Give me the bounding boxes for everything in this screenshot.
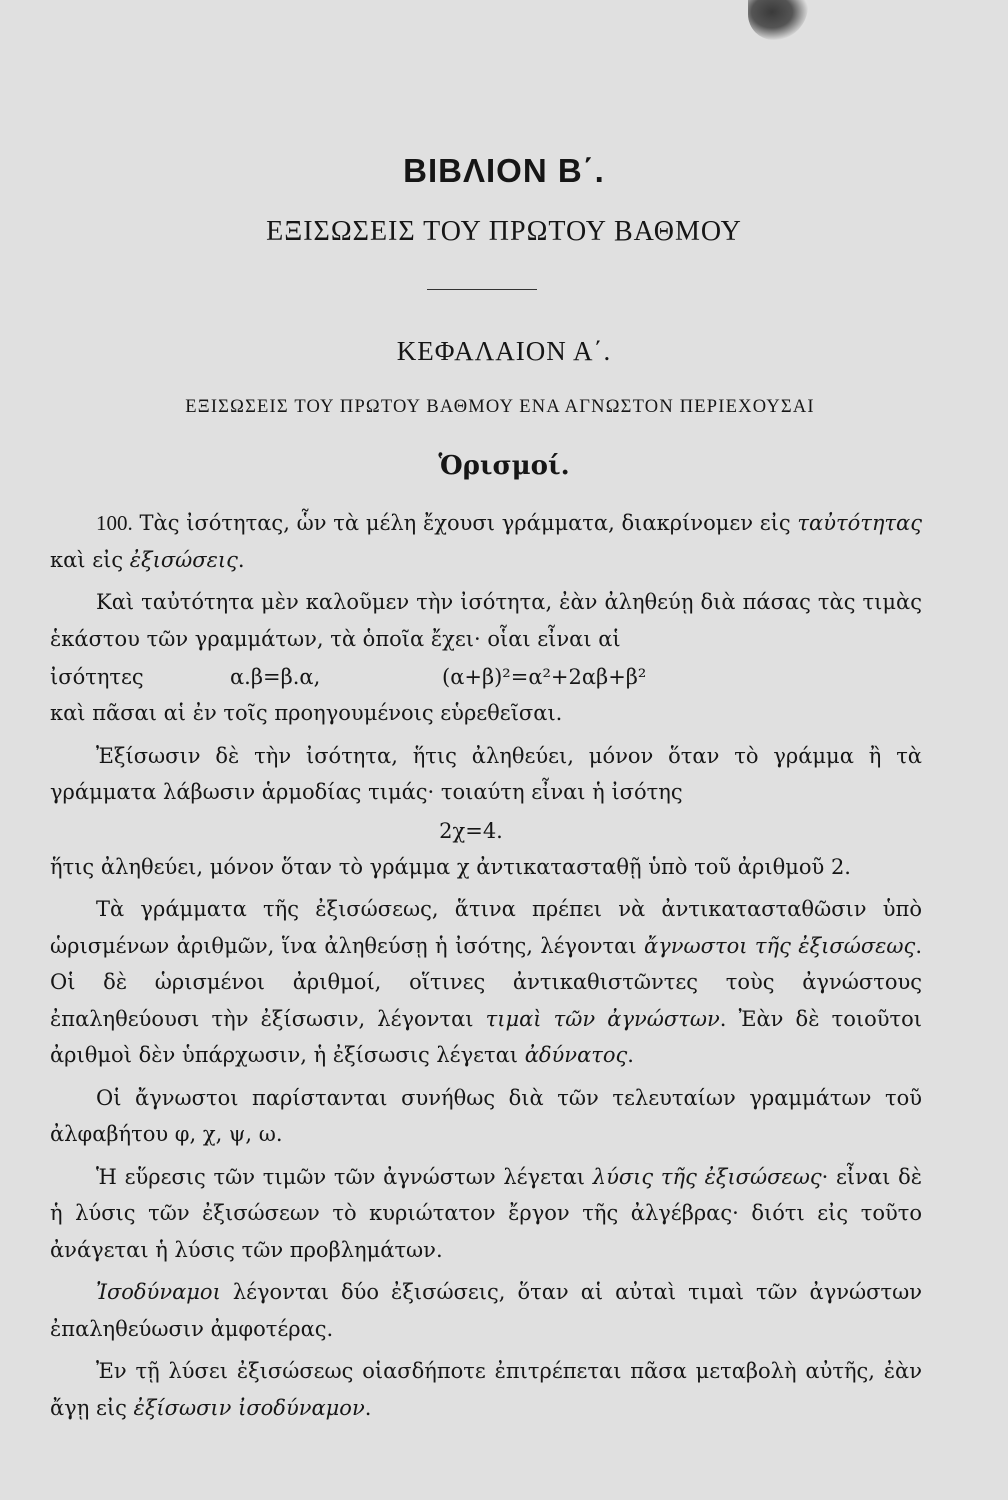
p8-text-a: Ἐν τῇ λύσει ἐξισώσεως οἱασδήποτε ἐπιτρέπεται πᾶσα μεταβολὴ αὐτῆς, ἐὰν ἄγῃ εἰς <box>50 1359 922 1420</box>
p7-term-equivalent: Ἰσοδύναμοι <box>96 1280 221 1304</box>
identities-label: ἰσότητες <box>50 665 144 689</box>
p1-term-equations: ἐξισώσεις <box>129 547 238 572</box>
body-text <box>50 505 922 1432</box>
p4-term-unknowns: ἄγνωστοι τῆς ἐξισώσεως <box>644 933 916 958</box>
p4-text-a: Τὰ γράμματα τῆς ἐξισώσεως, ἅτινα πρέπει νὰ ἀντικατασταθῶσιν ὑπὸ ὡρισμένων ἀριθμῶν, ἵνα ἀληθεύσῃ ἡ ἰσότης, λέγονται <box>50 897 922 958</box>
chapter-title: ΚΕΦΑΛΑΙΟΝ Α΄. <box>396 336 612 366</box>
p8-text-c: . <box>364 1395 372 1420</box>
p4-term-impossible: ἀδύνατος <box>524 1043 628 1067</box>
paragraph-equation-end: ἥτις ἀληθεύει, μόνον ὅταν τὸ γράμμα χ ἀντικατασταθῇ ὑπὸ τοῦ ἀριθμοῦ 2. <box>50 854 851 879</box>
section-heading: Ὁρισμοί. <box>438 451 570 481</box>
formula-commutative: α.β=β.α, <box>230 665 321 689</box>
formula-example-equation: 2χ=4. <box>439 818 503 843</box>
p6-term-solution: λύσις τῆς ἐξισώσεως <box>592 1164 822 1189</box>
identity-examples <box>50 659 922 695</box>
formula-square: (α+β)²=α²+2αβ+β² <box>442 665 647 689</box>
p8-term-equivalent-equation: ἐξίσωσιν ἰσοδύναμον <box>133 1395 365 1420</box>
p1-text-a: Τὰς ἰσότητας, ὧν τὰ μέλη ἔχουσι γράμματα, διακρίνομεν εἰς <box>132 511 798 535</box>
p7-text-b: λέγονται δύο ἐξισώσεις, ὅταν αἱ αὐταὶ τιμαὶ τῶν ἀγνώστων ἐπαληθεύωσιν ἀμφοτέρας. <box>50 1280 922 1341</box>
paragraph-solution <box>50 1159 922 1269</box>
paragraph-letters: Οἱ ἄγνωστοι παρίστανται συνήθως διὰ τῶν τελευταίων γραμμάτων τοῦ ἀλφαβήτου φ, χ, ψ, ω. <box>50 1085 922 1146</box>
p4-text-g: . <box>627 1043 634 1067</box>
paragraph-identity: Καὶ ταὐτότητα μὲν καλοῦμεν τὴν ἰσότητα, ἐὰν ἀληθεύῃ διὰ πάσας τὰς τιμὰς ἑκάστου τῶν γραμμάτων, τὰ ὁποῖα ἔχει· οἷαι εἶναι αἱ <box>50 590 922 651</box>
book-subtitle: ΕΞΙΣΩΣΕΙΣ ΤΟΥ ΠΡΩΤΟΥ ΒΑΘΜΟΥ <box>266 216 742 247</box>
paragraph-100 <box>50 505 922 578</box>
divider-rule <box>427 289 537 290</box>
p4-text-e: . Ἐὰν δὲ τοιοῦτοι ἀριθμοὶ δὲν ὑπάρχωσιν, ἡ ἐξίσωσις λέγεται <box>50 1006 922 1067</box>
ink-blot <box>748 0 808 40</box>
paragraph-equivalent <box>50 1274 922 1347</box>
paragraph-equation: Ἐξίσωσιν δὲ τὴν ἰσότητα, ἥτις ἀληθεύει, μόνον ὅταν τὸ γράμμα ἢ τὰ γράμματα λάβωσιν ἁρμοδίας τιμάς· τοιαύτη εἶναι ἡ ἰσότης <box>50 743 922 804</box>
p6-text-a: Ἡ εὕρεσις τῶν τιμῶν τῶν ἀγνώστων λέγεται <box>96 1164 593 1189</box>
book-title: ΒΙΒΛΙΟΝ Β΄. <box>403 152 605 189</box>
p4-term-values: τιμαὶ τῶν ἀγνώστων <box>485 1006 720 1031</box>
chapter-subtitle: ΕΞΙΣΩΣΕΙΣ ΤΟΥ ΠΡΩΤΟΥ ΒΑΘΜΟΥ ΕΝΑ ΑΓΝΩΣΤΟΝ ΠΕΡΙΕΧΟΥΣΑΙ <box>185 397 815 417</box>
paragraph-identity-end: καὶ πᾶσαι αἱ ἐν τοῖς προηγουμένοις εὑρεθεῖσαι. <box>50 701 563 725</box>
paragraph-number: 100. <box>96 511 133 535</box>
p1-text-e: . <box>237 547 245 572</box>
p1-term-identities: ταὐτότητας <box>797 511 922 535</box>
p6-text-c: · εἶναι δὲ ἡ λύσις τῶν ἐξισώσεων τὸ κυριώτατον ἔργον τῆς ἀλγέβρας· διότι εἰς τοῦτο ἀνάγεται ἡ λύσις τῶν προβλημάτων. <box>50 1164 923 1262</box>
p1-text-c: καὶ εἰς <box>50 547 130 572</box>
paragraph-unknowns <box>50 891 922 1074</box>
paragraph-transform <box>50 1353 922 1426</box>
p4-text-c: . Οἱ δὲ ὡρισμένοι ἀριθμοί, οἵτινες ἀντικαθιστῶντες τοὺς ἀγνώστους ἐπαληθεύουσι τὴν ἐξίσωσιν, λέγονται <box>50 933 922 1031</box>
